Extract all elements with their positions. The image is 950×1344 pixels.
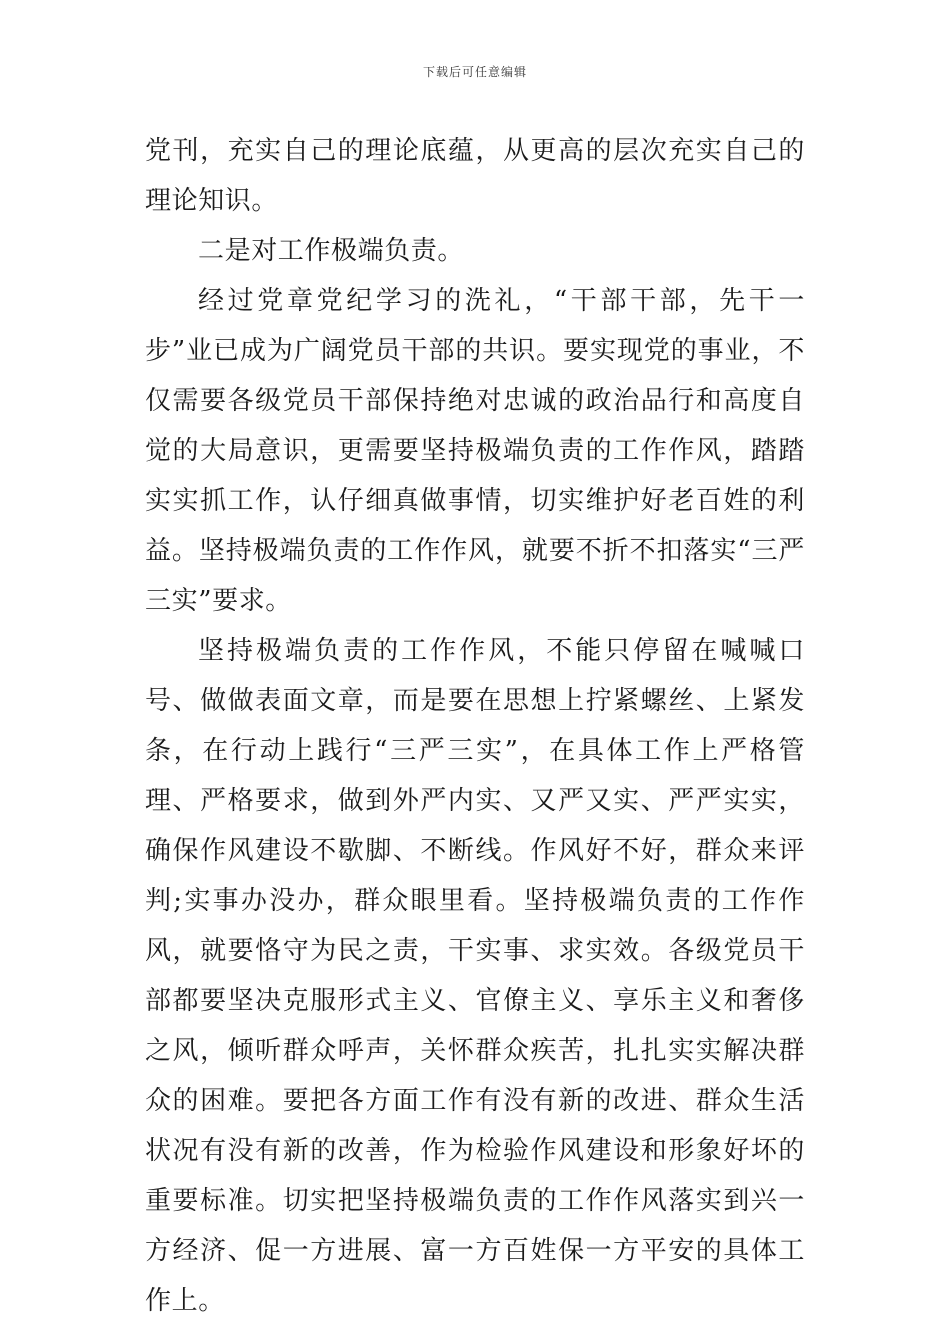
paragraph-heading: 二是对工作极端负责。 bbox=[198, 236, 465, 266]
paragraph-continuation: 党刊，充实自己的理论底蕴，从更高的层次充实自己的理论知识。 bbox=[145, 136, 805, 216]
page-header: 下载后可任意编辑 bbox=[422, 65, 527, 79]
document-body bbox=[145, 126, 805, 1326]
paragraph: 坚持极端负责的工作作风，不能只停留在喊喊口号、做做表面文章，而是要在思想上拧紧螺丝、上紧发条，在行动上践行“三严三实”，在具体工作上严格管理、严格要求，做到外严内实、又严又实、严严实实，确保作风建设不歇脚、不断线。作风好不好，群众来评判;实事办没办，群众眼里看。坚持极端负责的工作作风，就要恪守为民之责，干实事、求实效。各级党员干部都要坚决克服形式主义、官僚主义、享乐主义和奢侈之风，倾听群众呼声，关怀群众疾苦，扎扎实实解决群众的困难。要把各方面工作有没有新的改进、群众生活状况有没有新的改善，作为检验作风建设和形象好坏的重要标准。切实把坚持极端负责的工作作风落实到兴一方经济、促一方进展、富一方百姓保一方平安的具体工作上。 bbox=[145, 636, 806, 1316]
paragraph: 经过党章党纪学习的洗礼，“干部干部，先干一步”业已成为广阔党员干部的共识。要实现党的事业，不仅需要各级党员干部保持绝对忠诚的政治品行和高度自觉的大局意识，更需要坚持极端负责的工作作风，踏踏实实抓工作，认仔细真做事情，切实维护好老百姓的利益。坚持极端负责的工作作风，就要不折不扣落实“三严三实”要求。 bbox=[145, 286, 805, 616]
